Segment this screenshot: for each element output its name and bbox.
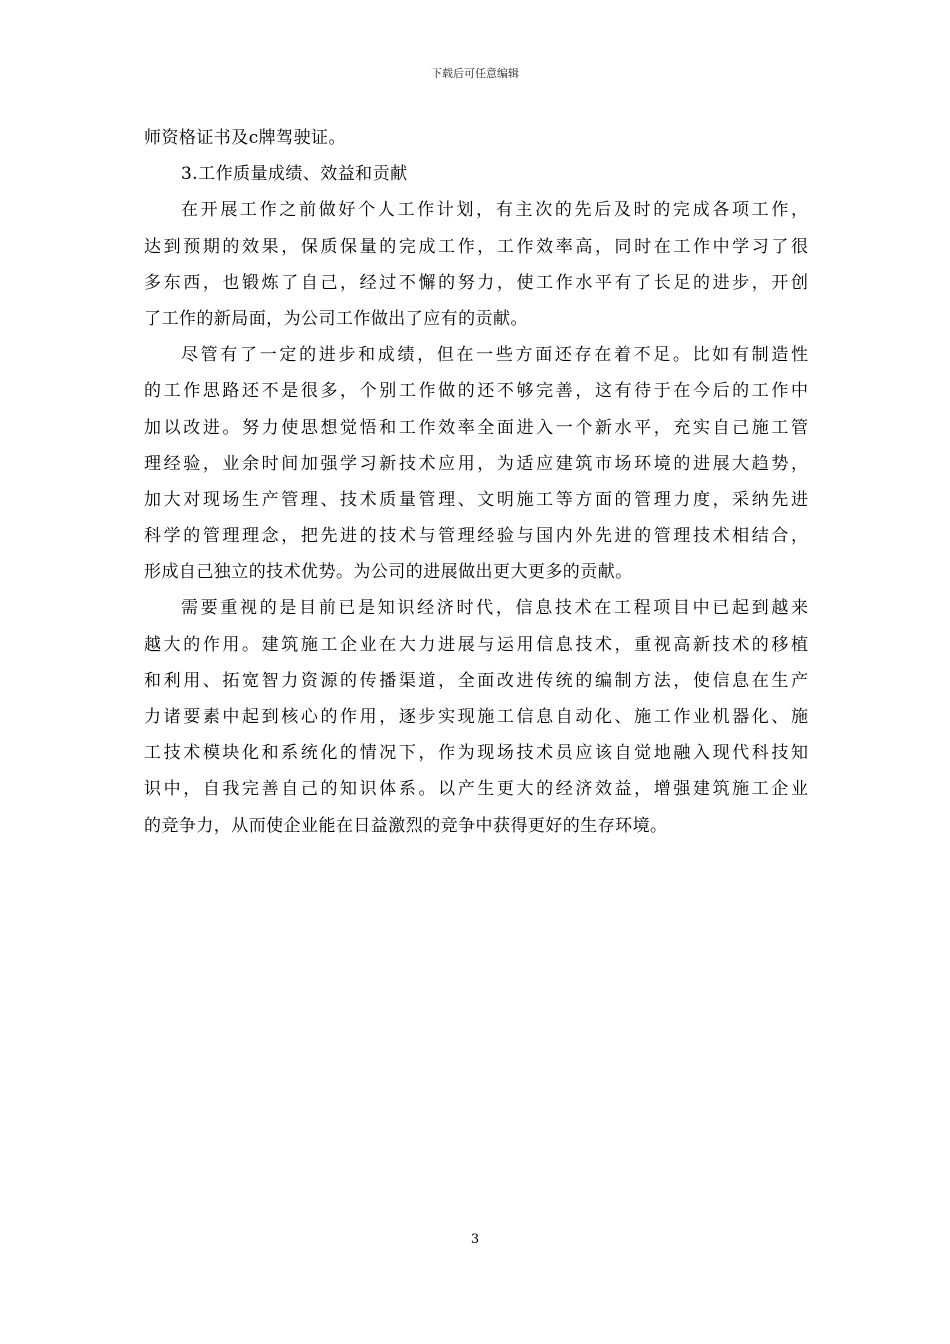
section-heading: 3.工作质量成绩、效益和贡献 bbox=[181, 164, 408, 185]
document-body bbox=[144, 120, 808, 844]
page-number: 3 bbox=[470, 1232, 480, 1247]
paragraph-line: 理经验，业余时间加强学习新技术应用，为适应建筑市场环境的进展大趋势， bbox=[144, 453, 808, 474]
paragraph-line: 师资格证书及c牌驾驶证。 bbox=[144, 128, 346, 148]
paragraph-line: 加大对现场生产管理、技术质量管理、文明施工等方面的管理力度，采纳先进 bbox=[144, 489, 808, 510]
paragraph-line: 力诸要素中起到核心的作用，逐步实现施工信息自动化、施工作业机器化、施 bbox=[144, 707, 808, 727]
paragraph-line: 多东西，也锻炼了自己，经过不懈的努力，使工作水平有了长足的进步，开创 bbox=[144, 272, 808, 293]
paragraph-line: 了工作的新局面，为公司工作做出了应有的贡献。 bbox=[144, 308, 528, 329]
page-header: 下载后可任意编辑 bbox=[431, 67, 519, 80]
paragraph-line: 加以改进。努力使思想觉悟和工作效率全面进入一个新水平，充实自己施工管 bbox=[144, 417, 808, 438]
paragraph-line: 的工作思路还不是很多，个别工作做的还不够完善，这有待于在今后的工作中 bbox=[144, 381, 808, 402]
paragraph-line: 工技术模块化和系统化的情况下，作为现场技术员应该自觉地融入现代科技知 bbox=[144, 743, 808, 764]
paragraph-line: 形成自己独立的技术优势。为公司的进展做出更大更多的贡献。 bbox=[144, 562, 633, 583]
paragraph-line: 在开展工作之前做好个人工作计划，有主次的先后及时的完成各项工作， bbox=[181, 200, 808, 221]
paragraph-line: 尽管有了一定的进步和成绩，但在一些方面还存在着不足。比如有制造性 bbox=[181, 345, 808, 366]
paragraph-line: 越大的作用。建筑施工企业在大力进展与运用信息技术，重视高新技术的移植 bbox=[144, 634, 808, 655]
paragraph-line: 识中，自我完善自己的知识体系。以产生更大的经济效益，增强建筑施工企业 bbox=[144, 779, 808, 800]
paragraph-line: 和利用、拓宽智力资源的传播渠道，全面改进传统的编制方法，使信息在生产 bbox=[144, 670, 808, 691]
paragraph-line: 的竞争力，从而使企业能在日益激烈的竞争中获得更好的生存环境。 bbox=[144, 815, 668, 836]
paragraph-line: 科学的管理理念，把先进的技术与管理经验与国内外先进的管理技术相结合， bbox=[144, 526, 808, 547]
paragraph-line: 达到预期的效果，保质保量的完成工作，工作效率高，同时在工作中学习了很 bbox=[144, 236, 808, 257]
paragraph-line: 需要重视的是目前已是知识经济时代，信息技术在工程项目中已起到越来 bbox=[181, 598, 808, 619]
